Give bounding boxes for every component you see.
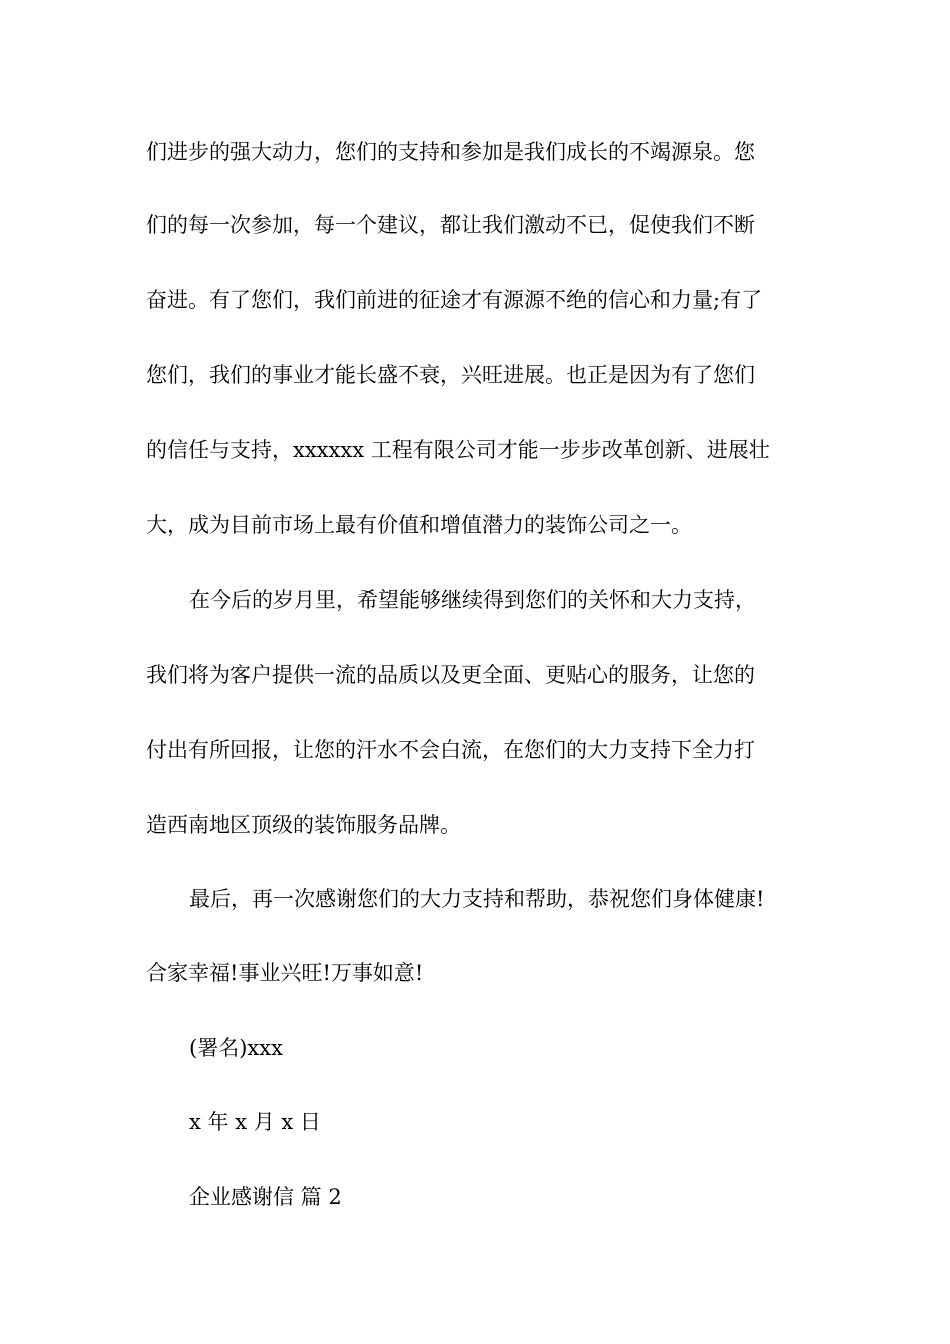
body-text-line: 合家幸福!事业兴旺!万事如意!: [146, 961, 424, 985]
body-text-line: 的信任与支持，xxxxxx 工程有限公司才能一步步改革创新、进展壮: [146, 438, 770, 462]
body-text-line: 大，成为目前市场上最有价值和增值潜力的装饰公司之一。: [146, 513, 692, 537]
paragraph-first-line: 在今后的岁月里，希望能够继续得到您们的关怀和大力支持，: [189, 588, 756, 612]
paragraph-first-line: 最后，再一次感谢您们的大力支持和帮助，恭祝您们身体健康!: [189, 887, 765, 911]
body-text-line: 您们，我们的事业才能长盛不衰，兴旺进展。也正是因为有了您们: [146, 363, 755, 387]
body-text-line: 造西南地区顶级的装饰服务品牌。: [146, 813, 461, 837]
section-heading: 企业感谢信 篇 2: [189, 1185, 342, 1209]
body-text-line: 们的每一次参加，每一个建议，都让我们激动不已，促使我们不断: [146, 213, 755, 237]
signature-line: (署名)xxx: [189, 1036, 283, 1060]
body-text-line: 奋进。有了您们，我们前进的征途才有源源不绝的信心和力量;有了: [146, 288, 763, 312]
date-line: x 年 x 月 x 日: [189, 1110, 321, 1134]
body-text-line: 我们将为客户提供一流的品质以及更全面、更贴心的服务，让您的: [146, 663, 755, 687]
body-text-line: 付出有所回报，让您的汗水不会白流，在您们的大力支持下全力打: [146, 738, 755, 762]
body-text-line: 们进步的强大动力，您们的支持和参加是我们成长的不竭源泉。您: [146, 140, 755, 164]
